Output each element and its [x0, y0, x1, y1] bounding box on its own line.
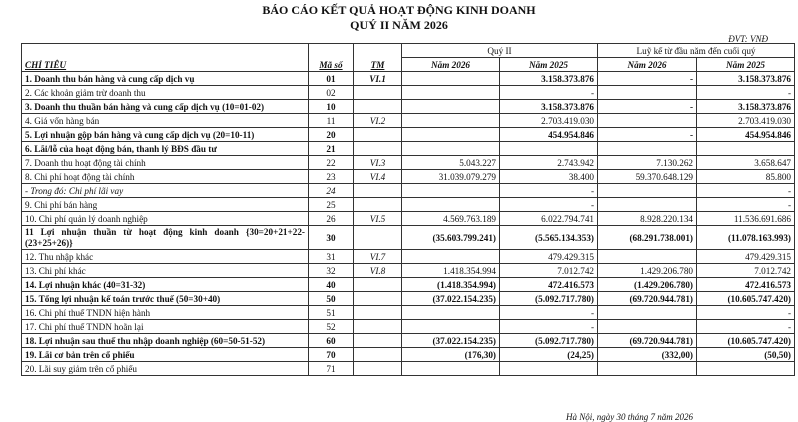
row-code: 32: [309, 264, 354, 278]
row-ytd-2026: 1.429.206.780: [598, 264, 697, 278]
row-indicator: 20. Lãi suy giảm trên cổ phiếu: [22, 362, 309, 376]
row-indicator: 11 Lợi nhuận thuần từ hoạt động kinh doanh {30=20+21+22-(23+25+26)}: [22, 226, 309, 250]
row-q-2025: 6.022.794.741: [500, 212, 598, 226]
row-ytd-2026: [598, 306, 697, 320]
row-code: 51: [309, 306, 354, 320]
signature-date-line: Hà Nội, ngày 30 tháng 7 năm 2026: [566, 412, 693, 422]
row-code: 23: [309, 170, 354, 184]
table-row: [22, 320, 795, 334]
row-indicator: 16. Chi phí thuế TNDN hiện hành: [22, 306, 309, 320]
row-ytd-2025: -: [697, 320, 795, 334]
row-q-2026: (37.022.154.235): [402, 292, 500, 306]
row-note: VI.7: [354, 250, 402, 264]
row-code: 20: [309, 128, 354, 142]
row-q-2026: 4.569.763.189: [402, 212, 500, 226]
row-code: 70: [309, 348, 354, 362]
table-row: [22, 114, 795, 128]
table-row: [22, 212, 795, 226]
row-ytd-2025: -: [697, 86, 795, 100]
row-note: [354, 362, 402, 376]
table-row: [22, 86, 795, 100]
table-row: [22, 278, 795, 292]
row-note: [354, 278, 402, 292]
row-note: VI.5: [354, 212, 402, 226]
row-code: 31: [309, 250, 354, 264]
row-q-2025: -: [500, 306, 598, 320]
row-q-2026: 5.043.227: [402, 156, 500, 170]
row-indicator: 4. Giá vốn hàng bán: [22, 114, 309, 128]
row-note: [354, 348, 402, 362]
row-note: [354, 100, 402, 114]
row-note: VI.1: [354, 72, 402, 86]
row-q-2026: [402, 100, 500, 114]
row-ytd-2026: [598, 320, 697, 334]
row-indicator: 10. Chi phí quản lý doanh nghiệp: [22, 212, 309, 226]
row-note: [354, 306, 402, 320]
header-row-1: [22, 44, 795, 58]
header-ytd-2025: Năm 2025: [697, 58, 795, 72]
table-row: [22, 142, 795, 156]
row-q-2025: (24,25): [500, 348, 598, 362]
row-ytd-2026: [598, 114, 697, 128]
row-q-2025: 454.954.846: [500, 128, 598, 142]
table-row: [22, 292, 795, 306]
table-row: [22, 250, 795, 264]
row-q-2025: -: [500, 184, 598, 198]
row-ytd-2026: -: [598, 72, 697, 86]
row-indicator: 6. Lãi/lỗ của hoạt động bán, thanh lý BĐS đầu tư: [22, 142, 309, 156]
row-ytd-2026: (332,00): [598, 348, 697, 362]
table-row: [22, 348, 795, 362]
row-ytd-2025: 3.658.647: [697, 156, 795, 170]
row-ytd-2025: 479.429.315: [697, 250, 795, 264]
row-note: [354, 86, 402, 100]
header-code: Mã số: [309, 44, 354, 72]
row-note: [354, 128, 402, 142]
table-row: [22, 264, 795, 278]
row-q-2026: 1.418.354.994: [402, 264, 500, 278]
row-code: 30: [309, 226, 354, 250]
row-ytd-2025: (50,50): [697, 348, 795, 362]
row-q-2026: [402, 362, 500, 376]
row-ytd-2025: 2.703.419.030: [697, 114, 795, 128]
row-q-2026: [402, 184, 500, 198]
row-ytd-2025: 472.416.573: [697, 278, 795, 292]
row-indicator: 8. Chi phí hoạt động tài chính: [22, 170, 309, 184]
row-indicator: - Trong đó: Chi phí lãi vay: [22, 184, 309, 198]
row-ytd-2025: -: [697, 184, 795, 198]
row-ytd-2025: [697, 142, 795, 156]
row-note: VI.2: [354, 114, 402, 128]
row-indicator: 18. Lợi nhuận sau thuế thu nhập doanh nghiệp (60=50-51-52): [22, 334, 309, 348]
row-code: 60: [309, 334, 354, 348]
row-indicator: 1. Doanh thu bán hàng và cung cấp dịch vụ: [22, 72, 309, 86]
row-note: VI.3: [354, 156, 402, 170]
row-ytd-2025: -: [697, 306, 795, 320]
table-row: [22, 184, 795, 198]
currency-unit: ĐVT: VNĐ: [728, 34, 768, 44]
row-ytd-2025: (11.078.163.993): [697, 226, 795, 250]
row-note: [354, 142, 402, 156]
row-q-2025: [500, 142, 598, 156]
row-note: [354, 334, 402, 348]
row-q-2026: [402, 142, 500, 156]
row-q-2026: [402, 86, 500, 100]
row-ytd-2026: 59.370.648.129: [598, 170, 697, 184]
row-indicator: 2. Các khoản giảm trừ doanh thu: [22, 86, 309, 100]
header-q-2025: Năm 2025: [500, 58, 598, 72]
row-code: 22: [309, 156, 354, 170]
row-q-2026: [402, 306, 500, 320]
table-row: [22, 306, 795, 320]
row-ytd-2026: [598, 250, 697, 264]
row-q-2026: 31.039.079.279: [402, 170, 500, 184]
row-ytd-2026: [598, 198, 697, 212]
row-q-2025: 3.158.373.876: [500, 100, 598, 114]
row-code: 26: [309, 212, 354, 226]
row-indicator: 3. Doanh thu thuần bán hàng và cung cấp dịch vụ (10=01-02): [22, 100, 309, 114]
row-code: 10: [309, 100, 354, 114]
row-q-2026: [402, 114, 500, 128]
row-q-2026: (35.603.799.241): [402, 226, 500, 250]
row-ytd-2026: (1.429.206.780): [598, 278, 697, 292]
row-ytd-2025: 11.536.691.686: [697, 212, 795, 226]
row-ytd-2025: -: [697, 198, 795, 212]
row-q-2025: -: [500, 198, 598, 212]
table-row: [22, 170, 795, 184]
row-ytd-2026: 8.928.220.134: [598, 212, 697, 226]
row-ytd-2025: (10.605.747.420): [697, 334, 795, 348]
row-q-2025: 479.429.315: [500, 250, 598, 264]
row-q-2026: [402, 72, 500, 86]
row-ytd-2025: (10.605.747.420): [697, 292, 795, 306]
row-q-2025: 7.012.742: [500, 264, 598, 278]
row-q-2026: (37.022.154.235): [402, 334, 500, 348]
row-ytd-2026: (68.291.738.001): [598, 226, 697, 250]
row-q-2026: (176,30): [402, 348, 500, 362]
report-title: BÁO CÁO KẾT QUẢ HOẠT ĐỘNG KINH DOANH: [262, 3, 536, 17]
row-code: 21: [309, 142, 354, 156]
row-ytd-2026: [598, 184, 697, 198]
row-ytd-2025: 454.954.846: [697, 128, 795, 142]
header-note: TM: [354, 44, 402, 72]
table-row: [22, 334, 795, 348]
row-note: VI.4: [354, 170, 402, 184]
table-row: [22, 362, 795, 376]
row-indicator: 7. Doanh thu hoạt động tài chính: [22, 156, 309, 170]
row-q-2026: [402, 128, 500, 142]
row-q-2026: [402, 320, 500, 334]
row-q-2025: 472.416.573: [500, 278, 598, 292]
row-q-2025: 3.158.373.876: [500, 72, 598, 86]
row-note: [354, 226, 402, 250]
row-note: [354, 320, 402, 334]
header-indicator: CHỈ TIÊU: [22, 44, 309, 72]
row-code: 02: [309, 86, 354, 100]
row-note: [354, 198, 402, 212]
row-code: 25: [309, 198, 354, 212]
table-row: [22, 72, 795, 86]
row-ytd-2025: 3.158.373.876: [697, 72, 795, 86]
row-ytd-2026: -: [598, 128, 697, 142]
row-code: 52: [309, 320, 354, 334]
row-indicator: 13. Chi phí khác: [22, 264, 309, 278]
income-statement-table: [21, 43, 795, 376]
row-q-2026: (1.418.354.994): [402, 278, 500, 292]
table-row: [22, 128, 795, 142]
header-quarter-group: Quý II: [402, 44, 598, 58]
row-indicator: 12. Thu nhập khác: [22, 250, 309, 264]
header-ytd-group: Luỹ kế từ đầu năm đến cuối quý: [598, 44, 795, 58]
row-indicator: 14. Lợi nhuận khác (40=31-32): [22, 278, 309, 292]
row-q-2025: (5.092.717.780): [500, 292, 598, 306]
row-q-2025: (5.565.134.353): [500, 226, 598, 250]
row-ytd-2026: (69.720.944.781): [598, 292, 697, 306]
table-row: [22, 156, 795, 170]
row-note: [354, 292, 402, 306]
table-row: [22, 198, 795, 212]
row-indicator: 17. Chi phí thuế TNDN hoãn lại: [22, 320, 309, 334]
row-code: 50: [309, 292, 354, 306]
row-code: 40: [309, 278, 354, 292]
row-indicator: 9. Chi phí bán hàng: [22, 198, 309, 212]
table-row: [22, 226, 795, 250]
row-ytd-2025: 85.800: [697, 170, 795, 184]
row-ytd-2026: [598, 142, 697, 156]
row-q-2025: 2.743.942: [500, 156, 598, 170]
row-code: 24: [309, 184, 354, 198]
row-indicator: 5. Lợi nhuận gộp bán hàng và cung cấp dịch vụ (20=10-11): [22, 128, 309, 142]
row-q-2025: [500, 362, 598, 376]
row-q-2025: -: [500, 86, 598, 100]
row-code: 71: [309, 362, 354, 376]
row-note: [354, 184, 402, 198]
row-note: VI.8: [354, 264, 402, 278]
row-ytd-2025: 3.158.373.876: [697, 100, 795, 114]
header-q-2026: Năm 2026: [402, 58, 500, 72]
row-ytd-2026: -: [598, 100, 697, 114]
row-ytd-2026: [598, 86, 697, 100]
row-code: 01: [309, 72, 354, 86]
row-indicator: 19. Lãi cơ bản trên cổ phiếu: [22, 348, 309, 362]
row-ytd-2025: 7.012.742: [697, 264, 795, 278]
row-q-2026: [402, 198, 500, 212]
row-q-2026: [402, 250, 500, 264]
header-ytd-2026: Năm 2026: [598, 58, 697, 72]
row-q-2025: (5.092.717.780): [500, 334, 598, 348]
row-q-2025: -: [500, 320, 598, 334]
row-ytd-2026: 7.130.262: [598, 156, 697, 170]
row-q-2025: 38.400: [500, 170, 598, 184]
row-ytd-2026: [598, 362, 697, 376]
row-ytd-2026: (69.720.944.781): [598, 334, 697, 348]
report-subtitle: QUÝ II NĂM 2026: [350, 18, 448, 32]
row-code: 11: [309, 114, 354, 128]
row-q-2025: 2.703.419.030: [500, 114, 598, 128]
table-row: [22, 100, 795, 114]
row-ytd-2025: [697, 362, 795, 376]
row-indicator: 15. Tổng lợi nhuận kế toán trước thuế (50=30+40): [22, 292, 309, 306]
